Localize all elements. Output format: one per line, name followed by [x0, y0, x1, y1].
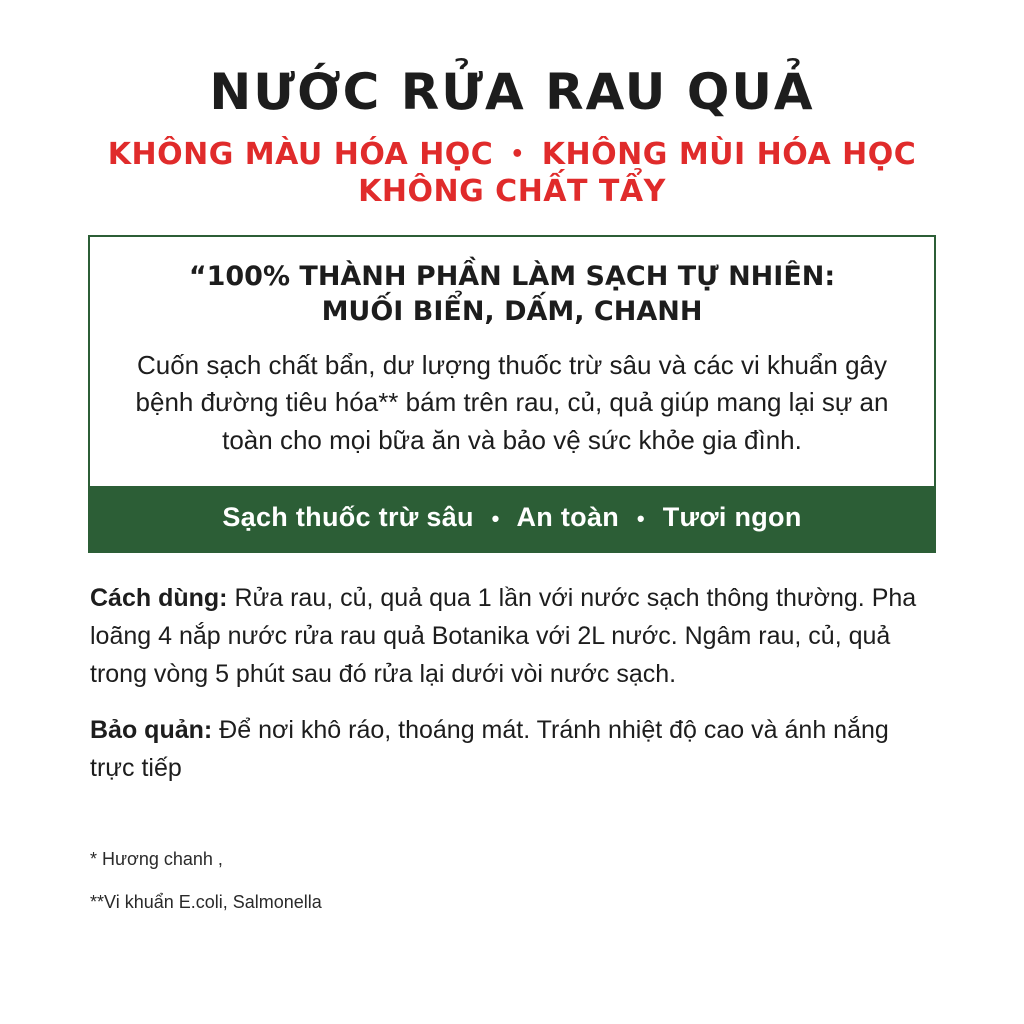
bullet-separator-icon: •	[636, 505, 645, 531]
instructions-section	[90, 579, 934, 787]
card-description: Cuốn sạch chất bẩn, dư lượng thuốc trừ sâu và các vi khuẩn gây bệnh đường tiêu hóa** bám trên rau, củ, quả giúp mang lại sự an toàn cho mọi bữa ăn và bảo vệ sức khỏe gia đình.	[135, 349, 889, 456]
card-quote-line-2: MUỐI BIỂN, DẤM, CHANH	[321, 295, 703, 327]
card-quote	[90, 237, 934, 333]
bullet-separator-icon: •	[510, 141, 525, 167]
footnotes-section	[90, 845, 934, 917]
page-title: NƯỚC RỬA RAU QUẢ	[209, 63, 815, 121]
card-quote-line-1: “100% THÀNH PHẦN LÀM SẠCH TỰ NHIÊN:	[188, 260, 836, 292]
benefit-fresh: Tươi ngon	[662, 501, 802, 532]
footnote-fragrance: * Hương chanh ,	[90, 848, 223, 869]
usage-text: Rửa rau, củ, quả qua 1 lần với nước sạch thông thường. Pha loãng 4 nắp nước rửa rau quả Botanika với 2L nước. Ngâm rau, củ, quả trong vòng 5 phút sau đó rửa lại dưới vòi nước sạch.	[90, 583, 917, 688]
storage-text: Để nơi khô ráo, thoáng mát. Tránh nhiệt độ cao và ánh nắng trực tiếp	[90, 715, 889, 782]
storage-paragraph	[90, 711, 934, 787]
storage-label: Bảo quản:	[90, 715, 213, 744]
benefits-strip	[90, 486, 934, 551]
footnote-bacteria: **Vi khuẩn E.coli, Salmonella	[90, 891, 322, 912]
claim-no-artificial-color: KHÔNG MÀU HÓA HỌC	[107, 136, 494, 172]
usage-label: Cách dùng:	[90, 583, 228, 612]
benefit-safe: An toàn	[516, 501, 620, 532]
claims-line-1	[0, 137, 1024, 174]
title-block	[0, 0, 1024, 211]
benefit-pesticide-free: Sạch thuốc trừ sâu	[222, 501, 474, 532]
claim-no-artificial-fragrance: KHÔNG MÙI HÓA HỌC	[541, 136, 917, 172]
claim-no-bleach: KHÔNG CHẤT TẨY	[358, 174, 666, 210]
bullet-separator-icon: •	[491, 505, 500, 531]
usage-paragraph	[90, 579, 934, 693]
claims-line-2	[0, 173, 1024, 211]
highlight-card	[88, 235, 936, 553]
